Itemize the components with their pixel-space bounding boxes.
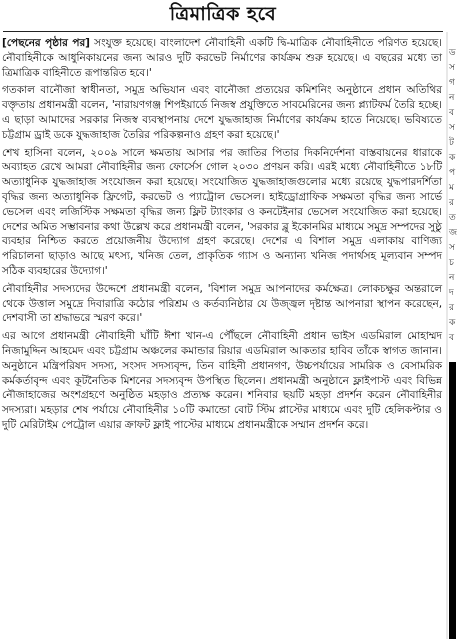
adjacent-column-image-edge (449, 362, 456, 639)
adjacent-column-edge (446, 32, 456, 639)
article-body (2, 36, 442, 436)
article-paragraph: এর আগে প্রধানমন্ত্রী নৌবাহিনী ঘাঁটি ঈশা খান-এ পৌঁছলে নৌবাহিনী প্রধান ভাইস এডমিরাল মোহাম্মদ নিজামুদ্দিন আহমেদ এবং চট্টগ্রাম অঞ্চলের কমান্ডার রিয়ার এডমিরাল আকতার হাবিব তাঁকে স্বাগত জানান। অনুষ্ঠানে মন্ত্রিপরিষদ সদস্য, সংসদ সদস্যবৃন্দ, তিন বাহিনী প্রধানগণ, উচ্চপর্যায়ের সামরিক ও বেসামরিক কর্মকর্তাবৃন্দ এবং কূটনৈতিক মিশনের সদস্যবৃন্দ উপস্থিত ছিলেন। প্রধানমন্ত্রী অনুষ্ঠানে ফ্লাইপাস্ট এবং বিভিন্ন নৌজাহাজের অংশগ্রহণে অনুষ্ঠিত মহড়াও প্রত্যক্ষ করেন। শনিবার ছয়টি মহড়া প্রদর্শন করেন নৌবাহিনীর সদস্যরা। মহড়ার শেষ পর্যায়ে নৌবাহিনীর ১০টি কমান্ডো বোট স্টিম প্লাস্টের মাধ্যমে এবং দুটি হেলিকপ্টার ও দুটি মেরিটাইম পেট্রোল এয়ার ক্রাফট ফ্লাই পাস্টের মাধ্যমে প্রধানমন্ত্রীকে সম্মান প্রদর্শন করে। (2, 330, 442, 431)
column-gutter (446, 32, 448, 639)
adjacent-column-text: ড স গ ন ব স ট ক প ম র ত জ স চ ন দ র ক ব (449, 48, 457, 343)
article-paragraph (2, 36, 442, 80)
article-paragraph: শেখ হাসিনা বলেন, ২০০৯ সালে ক্ষমতায় আসার পর জাতির পিতার দিকনির্দেশনা বাস্তবায়নের ধারাকে অব্যাহত রেখে আমরা নৌবাহিনীর জন্য ফোর্সেস গোল ২০৩০ প্রণয়ন করি। এরই মধ্যে নৌবাহিনীতে ১৮টি অত্যাধুনিক যুদ্ধজাহাজ সংযোজন করা হয়েছে। সংযোজিত যুদ্ধজাহাজগুলোর মধ্যে রয়েছে যুদ্ধপারদর্শিতা বৃদ্ধির জন্য অত্যাধুনিক ফ্রিগেট, করভেট ও প্যাট্রোল ভেসেল। হাইড্রোগ্রাফিক সক্ষমতা বৃদ্ধির জন্য সার্ভে ভেসেল এবং লজিস্টিক সক্ষমতা বৃদ্ধির জন্য ফ্লিট ট্যাংকার ও কনটেইনার ভেসেল সংযোজিত করা হয়েছে। দেশের অমিত সম্ভাবনার কথা উল্লেখ করে প্রধানমন্ত্রী বলেন, 'সরকার ব্লু ইকোনমির মাধ্যমে সমুদ্র সম্পদের সুষ্ঠু ব্যবহার নিশ্চিত করতে প্রয়োজনীয় উদ্যোগ গ্রহণ করেছে। দেশের এ বিশাল সমুদ্র এলাকায় বাণিজ্য পরিচালনা ছাড়াও আছে মৎস্য, খনিজ তেল, প্রাকৃতিক গ্যাস ও অন্যান্য খনিজ পদার্থসহ মূল্যবান সম্পদ সঠিক ব্যবহারের উদ্যোগ।' (2, 146, 442, 277)
article-paragraph: নৌবাহিনীর সদস্যদের উদ্দেশে প্রধানমন্ত্রী বলেন, 'বিশাল সমুদ্র আপনাদের কর্মক্ষেত্র। লোকচক্ষুর অন্তরালে থেকে উত্তাল সমুদ্রে দিবারাত্রি কঠোর পরিশ্রম ও কর্তব্যনিষ্ঠার যে উজ্জ্বল দৃষ্টান্ত আপনারা স্থাপন করেছেন, দেশবাসী তা শ্রদ্ধাভরে স্মরণ করে।' (2, 282, 442, 325)
article-paragraph: গতকাল বানৌজা স্বাধীনতা, সমুদ্র অভিযান এবং বানৌজা প্রত্যয়ের কমিশনিং অনুষ্ঠানে প্রধান অতিথির বক্তৃতায় প্রধানমন্ত্রী বলেন, 'নারায়ণগঞ্জ শিপইয়ার্ডে নিজস্ব প্রযুক্তিতে সাবমেরিনের জন্য প্ল্যাটফর্ম তৈরি হচ্ছে। এ ছাড়া আমাদের সরকার নিজস্ব ব্যবস্থাপনায় দেশে যুদ্ধজাহাজ নির্মাণের কার্যক্রম হাতে নিয়েছে। ভবিষ্যতে চট্টগ্রাম ড্রাই ডকে যুদ্ধজাহাজ তৈরির পরিকল্পনাও গ্রহণ করা হয়েছে।' (2, 84, 442, 141)
news-article (2, 0, 444, 639)
headline-divider (3, 31, 443, 32)
article-headline: ত্রিমাত্রিক হবে (169, 3, 277, 25)
continuation-tag: [পেছনের পৃষ্ঠার পর] (2, 37, 90, 49)
paragraph-text: সংযুক্ত হয়েছে। বাংলাদেশ নৌবাহিনী একটি দ্বি-মাত্রিক নৌবাহিনীতে পরিণত হয়েছে। নৌবাহিনীকে আধুনিকায়নের জন্য আরও দুটি করভেট নির্মাণের কার্যক্রম শুরু হয়েছে। এ বছরের মধ্যে তা ত্রিমাত্রিক বাহিনীতে রূপান্তরিত হবে।' (2, 37, 442, 79)
